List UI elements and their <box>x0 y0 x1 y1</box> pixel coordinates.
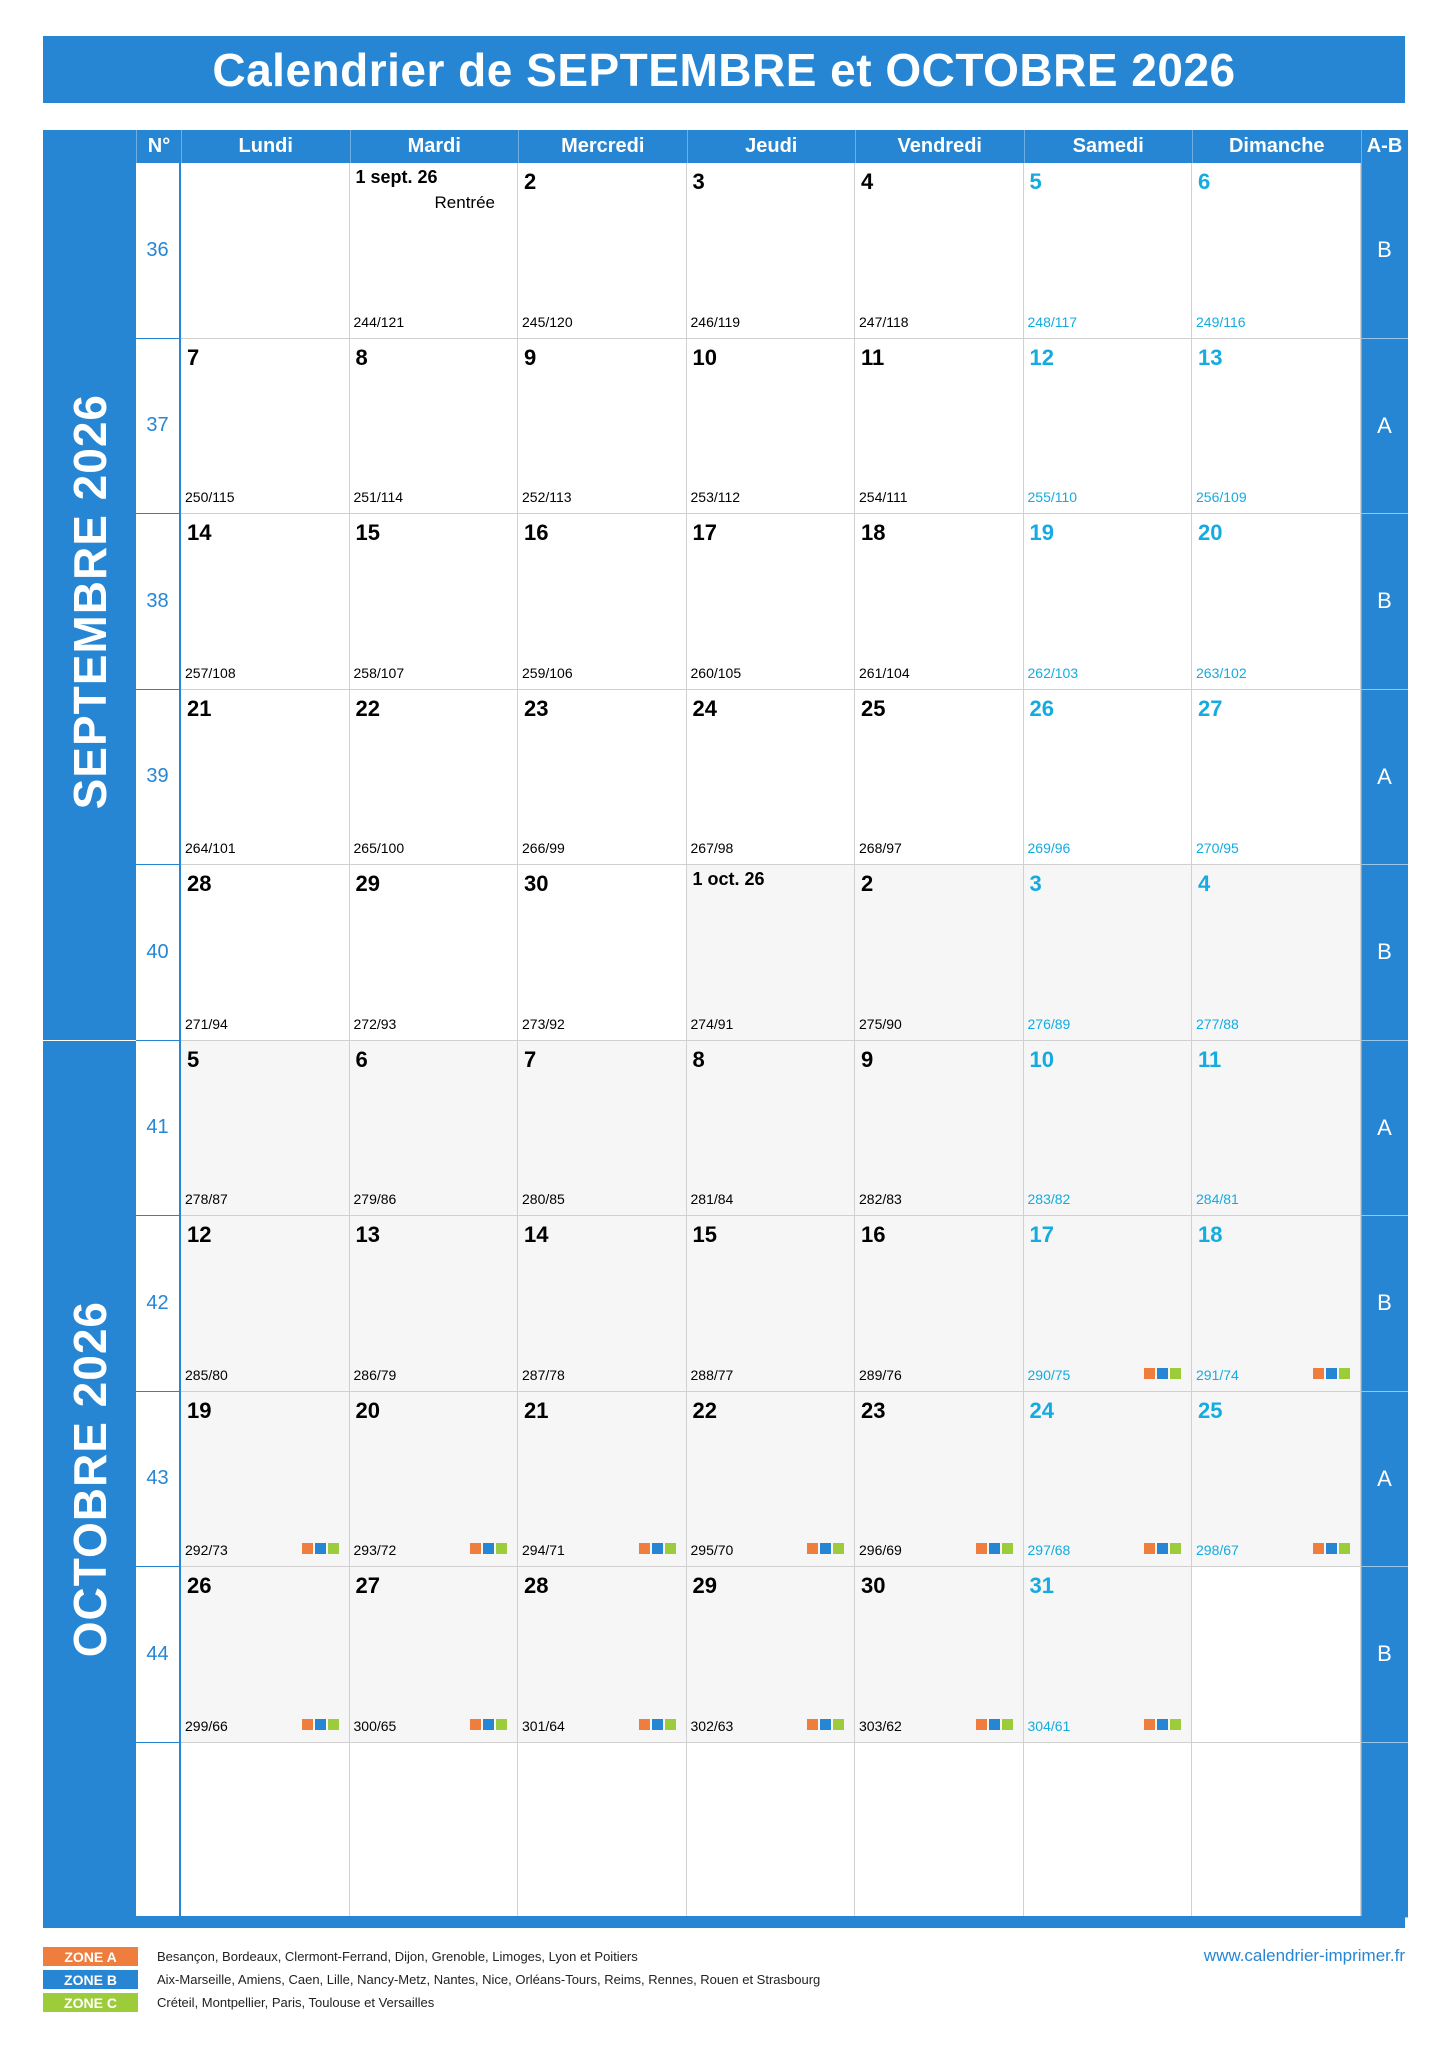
day-number: 17 <box>1029 1222 1054 1247</box>
holiday-zones-indicator <box>1313 1368 1350 1379</box>
day-cell <box>1192 690 1361 866</box>
zone-c-swatch <box>1170 1543 1181 1554</box>
week-number: 39 <box>136 690 181 866</box>
day-number: 17 <box>692 520 717 545</box>
day-number: 18 <box>861 520 886 545</box>
day-cell <box>350 865 519 1041</box>
zone-a-swatch <box>1313 1543 1324 1554</box>
day-cell <box>181 690 350 866</box>
day-cell <box>855 339 1024 515</box>
holiday-zones-indicator <box>470 1719 507 1730</box>
holiday-zones-indicator <box>1313 1543 1350 1554</box>
day-cell <box>518 1567 687 1743</box>
header-day-friday: Vendredi <box>855 130 1024 163</box>
day-number: 9 <box>524 344 537 370</box>
day-cell <box>518 690 687 866</box>
day-of-year-count: 283/82 <box>1027 1191 1071 1207</box>
day-of-year-count: 301/64 <box>522 1717 565 1734</box>
header-day-monday: Lundi <box>181 130 350 163</box>
day-of-year-count: 269/96 <box>1027 840 1071 856</box>
day-of-year-count: 247/118 <box>859 313 909 330</box>
legend-row <box>43 1945 820 1968</box>
day-cell <box>518 163 687 339</box>
zone-a-swatch <box>470 1719 481 1730</box>
day-number: 4 <box>1198 871 1211 896</box>
day-number: 13 <box>355 1222 380 1247</box>
day-of-year-count: 254/111 <box>859 489 908 505</box>
day-of-year-count: 295/70 <box>690 1542 734 1558</box>
day-cell <box>1192 339 1361 515</box>
week-ab-label: B <box>1361 163 1408 339</box>
week-ab-label: B <box>1361 1216 1408 1392</box>
zone-a-swatch <box>1144 1543 1155 1554</box>
day-number: 5 <box>1029 169 1042 194</box>
day-of-year-count: 258/107 <box>353 664 405 681</box>
day-of-year-count: 261/104 <box>859 664 910 681</box>
day-number: 21 <box>524 1397 549 1423</box>
day-number: 29 <box>692 1573 717 1598</box>
day-note: Rentrée <box>434 193 495 212</box>
day-cell <box>1024 865 1193 1041</box>
zone-c-swatch <box>328 1719 339 1730</box>
day-cell <box>855 1392 1024 1568</box>
day-number: 18 <box>1198 1222 1223 1247</box>
day-of-year-count: 294/71 <box>522 1542 565 1558</box>
holiday-zones-indicator <box>639 1719 676 1730</box>
day-of-year-count: 249/116 <box>1196 313 1246 330</box>
day-number: 29 <box>355 871 380 896</box>
week-number: 41 <box>136 1041 181 1217</box>
zone-b-swatch <box>1157 1719 1168 1730</box>
empty-day-cell <box>855 1743 1024 1919</box>
day-number: 14 <box>187 520 212 545</box>
day-number: 21 <box>187 695 212 721</box>
week-ab-label: A <box>1361 690 1408 866</box>
day-of-year-count: 267/98 <box>690 840 734 856</box>
holiday-zones-indicator <box>302 1543 339 1554</box>
day-of-year-count: 265/100 <box>353 840 405 856</box>
zone-c-swatch <box>665 1543 676 1554</box>
legend-row <box>43 1968 820 1991</box>
empty-day-cell <box>181 1743 350 1919</box>
day-cell <box>518 865 687 1041</box>
holiday-zones-indicator <box>302 1719 339 1730</box>
day-cell <box>1024 163 1193 339</box>
zone-b-swatch <box>315 1543 326 1554</box>
holiday-zones-indicator <box>976 1543 1013 1554</box>
header-day-tuesday: Mardi <box>350 130 519 163</box>
zone-b-swatch <box>483 1543 494 1554</box>
day-of-year-count: 278/87 <box>185 1191 228 1207</box>
day-cell <box>181 514 350 690</box>
day-number: 10 <box>692 344 717 370</box>
zone-b-swatch <box>1326 1543 1337 1554</box>
day-number: 12 <box>1029 344 1054 370</box>
day-cell <box>350 514 519 690</box>
day-of-year-count: 293/72 <box>353 1542 397 1558</box>
day-of-year-count: 281/84 <box>690 1191 734 1207</box>
day-cell <box>855 163 1024 339</box>
empty-day-cell <box>1192 1567 1361 1743</box>
calendar-grid <box>43 130 1405 1926</box>
footer-divider <box>43 1916 1405 1928</box>
day-number: 15 <box>355 520 380 545</box>
zone-a-swatch <box>1144 1719 1155 1730</box>
website-link[interactable]: www.calendrier-imprimer.fr <box>1203 1946 1405 1965</box>
day-of-year-count: 268/97 <box>859 840 902 856</box>
day-cell <box>181 1392 350 1568</box>
zone-tag: ZONE B <box>43 1970 138 1989</box>
week-number: 43 <box>136 1392 181 1568</box>
week-number: 37 <box>136 339 181 515</box>
day-cell <box>687 163 856 339</box>
holiday-zones-indicator <box>1144 1368 1181 1379</box>
day-number: 1 sept. 26 <box>355 167 438 187</box>
day-number: 11 <box>861 344 885 370</box>
day-number: 24 <box>692 695 717 721</box>
day-of-year-count: 244/121 <box>353 313 405 330</box>
day-number: 8 <box>692 1046 705 1072</box>
zone-c-swatch <box>833 1719 844 1730</box>
week-ab-label: B <box>1361 1567 1408 1743</box>
day-number: 26 <box>1029 695 1054 721</box>
day-of-year-count: 252/113 <box>522 489 572 505</box>
day-number: 24 <box>1029 1397 1054 1423</box>
zone-c-swatch <box>496 1719 507 1730</box>
holiday-zones-indicator <box>1144 1719 1181 1730</box>
day-of-year-count: 289/76 <box>859 1366 902 1383</box>
zone-legend <box>43 1945 820 2014</box>
day-number: 20 <box>355 1397 380 1423</box>
day-cell <box>350 1392 519 1568</box>
zone-tag: ZONE A <box>43 1947 138 1966</box>
week-number: 42 <box>136 1216 181 1392</box>
day-number: 6 <box>1198 169 1211 194</box>
day-of-year-count: 260/105 <box>690 664 742 681</box>
day-cell <box>181 1041 350 1217</box>
day-cell <box>518 514 687 690</box>
zone-a-swatch <box>302 1719 313 1730</box>
day-of-year-count: 285/80 <box>185 1366 228 1383</box>
day-cell <box>1192 865 1361 1041</box>
day-number: 7 <box>524 1046 537 1072</box>
day-number: 23 <box>861 1397 886 1423</box>
day-of-year-count: 288/77 <box>690 1366 734 1383</box>
day-of-year-count: 266/99 <box>522 840 565 856</box>
day-number: 5 <box>187 1046 200 1072</box>
header-week-number: N° <box>136 130 181 163</box>
empty-day-cell <box>518 1743 687 1919</box>
day-cell <box>181 1567 350 1743</box>
zone-b-swatch <box>989 1719 1000 1730</box>
day-number: 4 <box>861 169 874 194</box>
day-number: 30 <box>524 871 549 896</box>
zone-b-swatch <box>989 1543 1000 1554</box>
holiday-zones-indicator <box>639 1543 676 1554</box>
day-of-year-count: 271/94 <box>185 1015 228 1032</box>
day-of-year-count: 299/66 <box>185 1717 228 1734</box>
day-number: 19 <box>187 1397 212 1423</box>
empty-day-cell <box>181 163 350 339</box>
day-cell <box>1192 163 1361 339</box>
day-cell <box>350 1567 519 1743</box>
day-number: 27 <box>355 1573 380 1598</box>
day-cell <box>1024 1392 1193 1568</box>
day-of-year-count: 272/93 <box>353 1015 397 1032</box>
zone-tag: ZONE C <box>43 1993 138 2012</box>
zone-b-swatch <box>1157 1368 1168 1379</box>
holiday-zones-indicator <box>976 1719 1013 1730</box>
day-of-year-count: 298/67 <box>1196 1542 1239 1558</box>
holiday-zones-indicator <box>470 1543 507 1554</box>
week-number: 38 <box>136 514 181 690</box>
day-of-year-count: 245/120 <box>522 313 573 330</box>
month-label-september: SEPTEMBRE 2026 <box>43 163 136 1041</box>
week-ab-label: A <box>1361 339 1408 515</box>
header-day-thursday: Jeudi <box>687 130 856 163</box>
day-of-year-count: 255/110 <box>1027 489 1078 505</box>
day-number: 11 <box>1198 1046 1222 1072</box>
day-cell <box>518 339 687 515</box>
day-of-year-count: 290/75 <box>1027 1366 1071 1383</box>
day-of-year-count: 276/89 <box>1027 1015 1071 1032</box>
day-number: 14 <box>524 1222 549 1247</box>
day-of-year-count: 277/88 <box>1196 1015 1239 1032</box>
day-of-year-count: 274/91 <box>690 1015 734 1032</box>
zone-a-swatch <box>302 1543 313 1554</box>
day-number: 22 <box>692 1397 717 1423</box>
zone-c-swatch <box>328 1543 339 1554</box>
day-number: 20 <box>1198 520 1223 545</box>
day-number: 6 <box>355 1046 368 1072</box>
day-cell <box>181 865 350 1041</box>
day-number: 8 <box>355 344 368 370</box>
day-cell <box>687 1041 856 1217</box>
day-cell <box>518 1392 687 1568</box>
day-cell <box>1024 1041 1193 1217</box>
day-cell <box>687 514 856 690</box>
zone-c-swatch <box>1170 1719 1181 1730</box>
day-cell <box>687 339 856 515</box>
day-of-year-count: 263/102 <box>1196 664 1247 681</box>
zone-a-swatch <box>1144 1368 1155 1379</box>
day-of-year-count: 259/106 <box>522 664 573 681</box>
day-number: 2 <box>861 871 874 896</box>
zone-a-swatch <box>976 1719 987 1730</box>
holiday-zones-indicator <box>1144 1543 1181 1554</box>
day-cell <box>1024 690 1193 866</box>
day-cell <box>855 690 1024 866</box>
holiday-zones-indicator <box>807 1543 844 1554</box>
day-cell <box>350 1216 519 1392</box>
day-of-year-count: 256/109 <box>1196 489 1247 505</box>
day-cell <box>855 865 1024 1041</box>
day-number: 30 <box>861 1573 886 1598</box>
day-of-year-count: 246/119 <box>690 313 741 330</box>
week-ab-label: B <box>1361 514 1408 690</box>
zone-a-swatch <box>976 1543 987 1554</box>
day-cell <box>687 690 856 866</box>
day-of-year-count: 304/61 <box>1027 1717 1071 1734</box>
zone-c-swatch <box>1170 1368 1181 1379</box>
zone-a-swatch <box>639 1719 650 1730</box>
day-of-year-count: 273/92 <box>522 1015 565 1032</box>
day-number: 1 oct. 26 <box>692 869 765 889</box>
day-cell <box>687 1567 856 1743</box>
day-number: 3 <box>1029 871 1042 896</box>
day-number: 31 <box>1029 1573 1054 1598</box>
day-cell <box>350 1041 519 1217</box>
day-number: 16 <box>861 1222 886 1247</box>
day-cell <box>1024 1216 1193 1392</box>
zone-c-swatch <box>833 1543 844 1554</box>
day-cell <box>1192 1041 1361 1217</box>
empty-day-cell <box>1192 1743 1361 1919</box>
zone-b-swatch <box>483 1719 494 1730</box>
holiday-zones-indicator <box>807 1719 844 1730</box>
day-of-year-count: 291/74 <box>1196 1366 1239 1383</box>
day-number: 25 <box>1198 1397 1223 1423</box>
day-of-year-count: 297/68 <box>1027 1542 1071 1558</box>
header-ab: A-B <box>1361 130 1408 163</box>
day-number: 26 <box>187 1573 212 1598</box>
zone-b-swatch <box>315 1719 326 1730</box>
day-of-year-count: 292/73 <box>185 1542 228 1558</box>
zone-a-swatch <box>470 1543 481 1554</box>
zone-a-swatch <box>807 1719 818 1730</box>
day-of-year-count: 253/112 <box>690 489 741 505</box>
day-of-year-count: 250/115 <box>185 489 235 505</box>
day-of-year-count: 286/79 <box>353 1366 397 1383</box>
header-day-wednesday: Mercredi <box>518 130 687 163</box>
week-ab-label <box>1361 1743 1408 1919</box>
day-number: 28 <box>187 871 212 896</box>
day-of-year-count: 280/85 <box>522 1191 565 1207</box>
day-cell <box>518 1041 687 1217</box>
header-day-saturday: Samedi <box>1024 130 1193 163</box>
zone-c-swatch <box>1339 1543 1350 1554</box>
day-number: 16 <box>524 520 549 545</box>
day-of-year-count: 270/95 <box>1196 840 1239 856</box>
week-ab-label: B <box>1361 865 1408 1041</box>
week-number: 36 <box>136 163 181 339</box>
day-number: 22 <box>355 695 380 721</box>
week-ab-label: A <box>1361 1392 1408 1568</box>
empty-day-cell <box>350 1743 519 1919</box>
day-cell <box>687 865 856 1041</box>
week-ab-label: A <box>1361 1041 1408 1217</box>
day-number: 10 <box>1029 1046 1054 1072</box>
day-of-year-count: 303/62 <box>859 1717 902 1734</box>
week-number <box>136 1743 181 1919</box>
day-of-year-count: 262/103 <box>1027 664 1079 681</box>
zone-c-swatch <box>1339 1368 1350 1379</box>
day-number: 15 <box>692 1222 717 1247</box>
zone-b-swatch <box>1157 1543 1168 1554</box>
day-of-year-count: 275/90 <box>859 1015 902 1032</box>
empty-day-cell <box>1024 1743 1193 1919</box>
day-cell <box>855 514 1024 690</box>
month-label-october: OCTOBRE 2026 <box>43 1041 136 1919</box>
day-cell <box>350 339 519 515</box>
zone-c-swatch <box>1002 1543 1013 1554</box>
day-number: 28 <box>524 1573 549 1598</box>
day-of-year-count: 279/86 <box>353 1191 397 1207</box>
week-number: 40 <box>136 865 181 1041</box>
zone-cities: Aix-Marseille, Amiens, Caen, Lille, Nancy-Metz, Nantes, Nice, Orléans-Tours, Reims, Rennes, Rouen et Strasbourg <box>157 1972 821 1987</box>
day-of-year-count: 257/108 <box>185 664 236 681</box>
day-number: 12 <box>187 1222 212 1247</box>
day-of-year-count: 302/63 <box>690 1717 734 1734</box>
day-cell <box>855 1216 1024 1392</box>
day-number: 19 <box>1029 520 1054 545</box>
zone-a-swatch <box>1313 1368 1324 1379</box>
zone-c-swatch <box>665 1719 676 1730</box>
zone-b-swatch <box>652 1543 663 1554</box>
zone-c-swatch <box>496 1543 507 1554</box>
zone-c-swatch <box>1002 1719 1013 1730</box>
legend-row <box>43 1991 820 2014</box>
day-cell <box>350 163 519 339</box>
zone-b-swatch <box>820 1543 831 1554</box>
day-number: 23 <box>524 695 549 721</box>
zone-b-swatch <box>820 1719 831 1730</box>
zone-b-swatch <box>1326 1368 1337 1379</box>
day-number: 2 <box>524 169 537 194</box>
day-number: 9 <box>861 1046 874 1072</box>
day-of-year-count: 296/69 <box>859 1542 902 1558</box>
day-cell <box>1024 339 1193 515</box>
week-number: 44 <box>136 1567 181 1743</box>
zone-cities: Créteil, Montpellier, Paris, Toulouse et Versailles <box>157 1995 435 2010</box>
day-cell <box>1192 514 1361 690</box>
zone-a-swatch <box>807 1543 818 1554</box>
day-cell <box>1192 1216 1361 1392</box>
day-cell <box>1192 1392 1361 1568</box>
day-cell <box>181 339 350 515</box>
day-cell <box>855 1567 1024 1743</box>
zone-a-swatch <box>639 1543 650 1554</box>
day-of-year-count: 251/114 <box>353 489 404 505</box>
day-cell <box>687 1392 856 1568</box>
day-number: 7 <box>187 344 200 370</box>
day-cell <box>350 690 519 866</box>
day-of-year-count: 282/83 <box>859 1191 902 1207</box>
day-cell <box>855 1041 1024 1217</box>
zone-b-swatch <box>652 1719 663 1730</box>
day-cell <box>1024 514 1193 690</box>
day-of-year-count: 264/101 <box>185 840 236 856</box>
page-title: Calendrier de SEPTEMBRE et OCTOBRE 2026 <box>43 36 1405 103</box>
day-of-year-count: 300/65 <box>353 1717 397 1734</box>
day-of-year-count: 284/81 <box>1196 1191 1239 1207</box>
day-cell <box>1024 1567 1193 1743</box>
day-of-year-count: 287/78 <box>522 1366 565 1383</box>
header-corner <box>43 130 136 163</box>
day-number: 27 <box>1198 695 1223 721</box>
zone-cities: Besançon, Bordeaux, Clermont-Ferrand, Dijon, Grenoble, Limoges, Lyon et Poitiers <box>157 1949 638 1964</box>
day-number: 3 <box>692 169 705 194</box>
header-day-sunday: Dimanche <box>1192 130 1361 163</box>
day-number: 13 <box>1198 344 1223 370</box>
day-cell <box>518 1216 687 1392</box>
empty-day-cell <box>687 1743 856 1919</box>
day-cell <box>181 1216 350 1392</box>
day-cell <box>687 1216 856 1392</box>
day-number: 25 <box>861 695 886 721</box>
day-of-year-count: 248/117 <box>1027 313 1078 330</box>
